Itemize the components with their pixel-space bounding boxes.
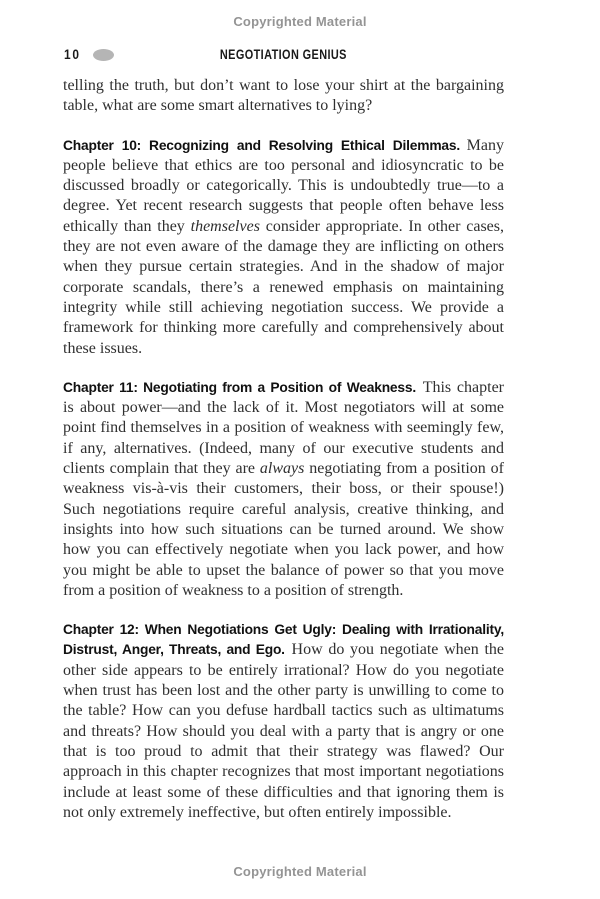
intro-paragraph: telling the truth, but don’t want to lose your shirt at the bargaining table, what are some smart alternatives to lying?	[63, 77, 504, 115]
page-number: 10	[64, 46, 81, 62]
chapter-paragraph	[63, 378, 504, 601]
running-head-text: NEGOTIATION GENIUS	[220, 46, 347, 62]
body-text-segment: negotiating from a position of weakness vis-à-vis their customers, their boss, or their spouse!) Such negotiations require careful analysis, creative thinking, and insights into how such situations can be turned around. We show how you can effectively negotiate when you lack power, and how you might be able to upset the balance of power so that you move from a position of weakness to a position of strength.	[63, 460, 505, 599]
chapter-paragraphs	[63, 136, 504, 824]
chapter-paragraph	[63, 136, 504, 359]
italic-text: themselves	[190, 217, 260, 235]
body-text-segment: How do you negotiate when the other side appears to be entirely irrational? How do you negotiate when trust has been lost and the other party is unwilling to come to the table? How can you defuse hardball tactics such as ultimatums and threats? How should you deal with a party that is angry or one that is too proud to admit that their strategy was flawed? Our approach in this chapter recognizes that most important negotiations include at least some of these difficulties and that ignoring them is not only extremely ineffective, but often entirely impossible.	[63, 641, 504, 821]
copyright-notice-top: Copyrighted Material	[233, 14, 367, 29]
chapter-paragraph	[63, 620, 504, 823]
chapter-heading: Chapter 11: Negotiating from a Position of Weakness.	[63, 379, 423, 395]
body-text-segment: Many people believe that ethics are too personal and idiosyncratic to be discussed broadly or categorically. This is undoubtedly true—to a degree. Yet recent research suggests that people often behave less ethically than they	[63, 136, 504, 235]
body-text-segment: This chapter is about power—and the lack of it. Most negotiators will at some point find themselves in a position of weakness with seemingly few, if any, alternatives. (Indeed, many of our executive students and clients complain that they are	[63, 378, 504, 478]
body-text-segment: consider appropriate. In other cases, they are not even aware of the damage they are inflicting on others when they pursue certain strategies. And in the shadow of major corporate scandals, there’s a renewed emphasis on maintaining integrity while still achieving negotiation success. We provide a framework for thinking more carefully and comprehensively about these issues.	[63, 217, 505, 357]
copyright-notice-bottom: Copyrighted Material	[233, 864, 367, 879]
running-head	[63, 46, 504, 62]
chapter-heading: Chapter 10: Recognizing and Resolving Ethical Dilemmas.	[63, 137, 467, 153]
page-body	[63, 76, 504, 842]
chapter-heading: Chapter 12: When Negotiations Get Ugly: Dealing with Irrationality, Distrust, Anger, Threats, and Ego.	[63, 622, 504, 658]
italic-text: always	[259, 460, 305, 478]
page-header	[63, 46, 504, 62]
